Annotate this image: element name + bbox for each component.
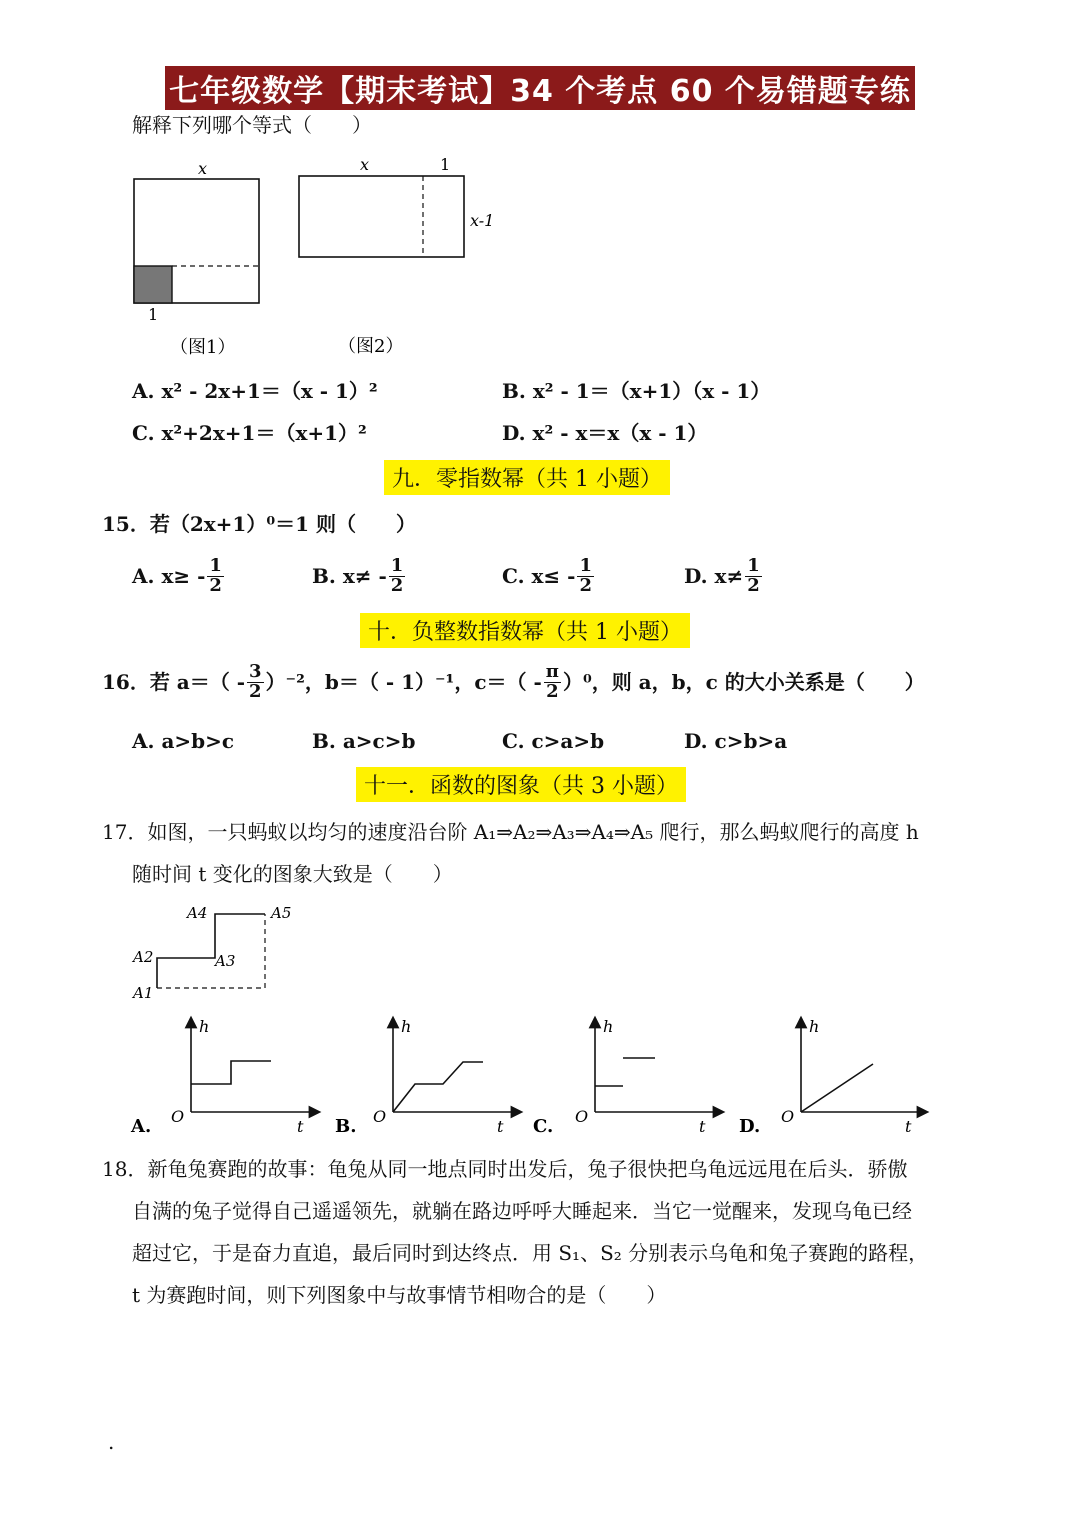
fig1-caption: （图1） — [170, 337, 236, 358]
stair-label-a4: A4 — [187, 904, 208, 922]
q18-stem-line3: 超过它，于是奋力直追，最后同时到达终点．用 S₁、S₂ 分别表示乌龟和兔子赛跑的路程， — [132, 1241, 929, 1265]
graph-option-c — [533, 1017, 719, 1137]
q14-option-c: C. x²+2x+1＝（x+1）² — [132, 421, 367, 445]
section-11-heading: 十一．函数的图象（共 3 小题） — [356, 767, 686, 802]
q15-stem: 15．若（2x+1）⁰＝1 则（ ） — [102, 512, 416, 536]
graph-option-a — [130, 1017, 315, 1137]
svg-text:t: t — [497, 1117, 504, 1136]
svg-text:h: h — [199, 1017, 210, 1036]
svg-text:t: t — [699, 1117, 706, 1136]
page-banner: 七年级数学【期末考试】34 个考点 60 个易错题专练 — [165, 66, 915, 110]
svg-text:h: h — [401, 1017, 412, 1036]
q14-figures — [120, 150, 540, 370]
q17-stem-line1: 17．如图，一只蚂蚁以均匀的速度沿台阶 A₁⇒A₂⇒A₃⇒A₄⇒A₅ 爬行，那么蚂蚁爬行的高度 h — [102, 820, 919, 844]
svg-text:t: t — [297, 1117, 304, 1136]
q18-stem-line2: 自满的兔子觉得自己遥遥领先，就躺在路边呼呼大睡起来．当它一觉醒来，发现乌龟已经 — [132, 1199, 912, 1223]
q15-option-b: B. x≠ - $\frac{1}{2}$ — [312, 555, 404, 596]
svg-text:D.: D. — [739, 1116, 761, 1137]
svg-text:B.: B. — [335, 1116, 357, 1137]
svg-text:h: h — [603, 1017, 614, 1036]
footer-dot: . — [108, 1430, 115, 1454]
section-10-heading: 十．负整数指数幂（共 1 小题） — [360, 613, 690, 648]
section-9-heading: 九．零指数幂（共 1 小题） — [384, 460, 670, 495]
q16-option-c: C. c>a>b — [502, 729, 605, 753]
svg-text:C.: C. — [533, 1116, 554, 1137]
q14-option-a: A. x² - 2x+1＝（x - 1）² — [132, 379, 378, 403]
q16-option-a: A. a>b>c — [132, 729, 235, 753]
q15-option-c: C. x≤ - $\frac{1}{2}$ — [502, 555, 592, 596]
q15-option-a: A. x≥ - $\frac{1}{2}$ — [132, 555, 222, 596]
svg-text:O: O — [575, 1107, 589, 1126]
svg-text:t: t — [905, 1117, 912, 1136]
stair-label-a3: A3 — [215, 952, 236, 970]
graph-option-d — [739, 1017, 923, 1137]
q18-stem-line4: t 为赛跑时间，则下列图象中与故事情节相吻合的是（ ） — [132, 1283, 667, 1307]
fig2-caption: （图2） — [338, 336, 404, 357]
svg-text:A.: A. — [131, 1116, 152, 1137]
svg-text:O: O — [373, 1107, 387, 1126]
stair-label-a2: A2 — [133, 948, 154, 966]
stair-label-a1: A1 — [133, 984, 154, 1002]
q17-stem-line2: 随时间 t 变化的图象大致是（ ） — [132, 862, 453, 886]
fig2-1-label: 1 — [440, 155, 451, 174]
graph-option-b — [335, 1017, 517, 1137]
stair-label-a5: A5 — [271, 904, 292, 922]
q16-option-d: D. c>b>a — [684, 729, 788, 753]
q17-option-graphs — [125, 1010, 955, 1140]
fig2-x-label: x — [360, 155, 370, 174]
q16-stem: 16．若 a＝（ - $\frac{3}{2}$ ）⁻²，b＝（ - 1）⁻¹，c＝（ - $\frac{\pi}{2}$ ）⁰，则 a，b，c 的大小关系是（ ） — [102, 661, 925, 702]
svg-text:O: O — [171, 1107, 185, 1126]
q14-option-b: B. x² - 1＝（x+1）（x - 1） — [502, 379, 771, 403]
q18-stem-line1: 18．新龟兔赛跑的故事：龟兔从同一地点同时出发后，兔子很快把乌龟远远甩在后头．骄傲 — [102, 1157, 908, 1181]
q16-option-b: B. a>c>b — [312, 729, 416, 753]
svg-text:h: h — [809, 1017, 820, 1036]
q14-option-d: D. x² - x＝x（x - 1） — [502, 421, 708, 445]
svg-text:O: O — [781, 1107, 795, 1126]
fig1-x-label: x — [198, 159, 208, 178]
q15-option-d: D. x≠ $\frac{1}{2}$ — [684, 555, 760, 596]
q14-stem: 解释下列哪个等式（ ） — [132, 113, 372, 137]
fig1-1-label: 1 — [148, 305, 159, 324]
fig2-side-label: x-1 — [470, 211, 495, 230]
q17-stairs-figure — [125, 895, 305, 1005]
